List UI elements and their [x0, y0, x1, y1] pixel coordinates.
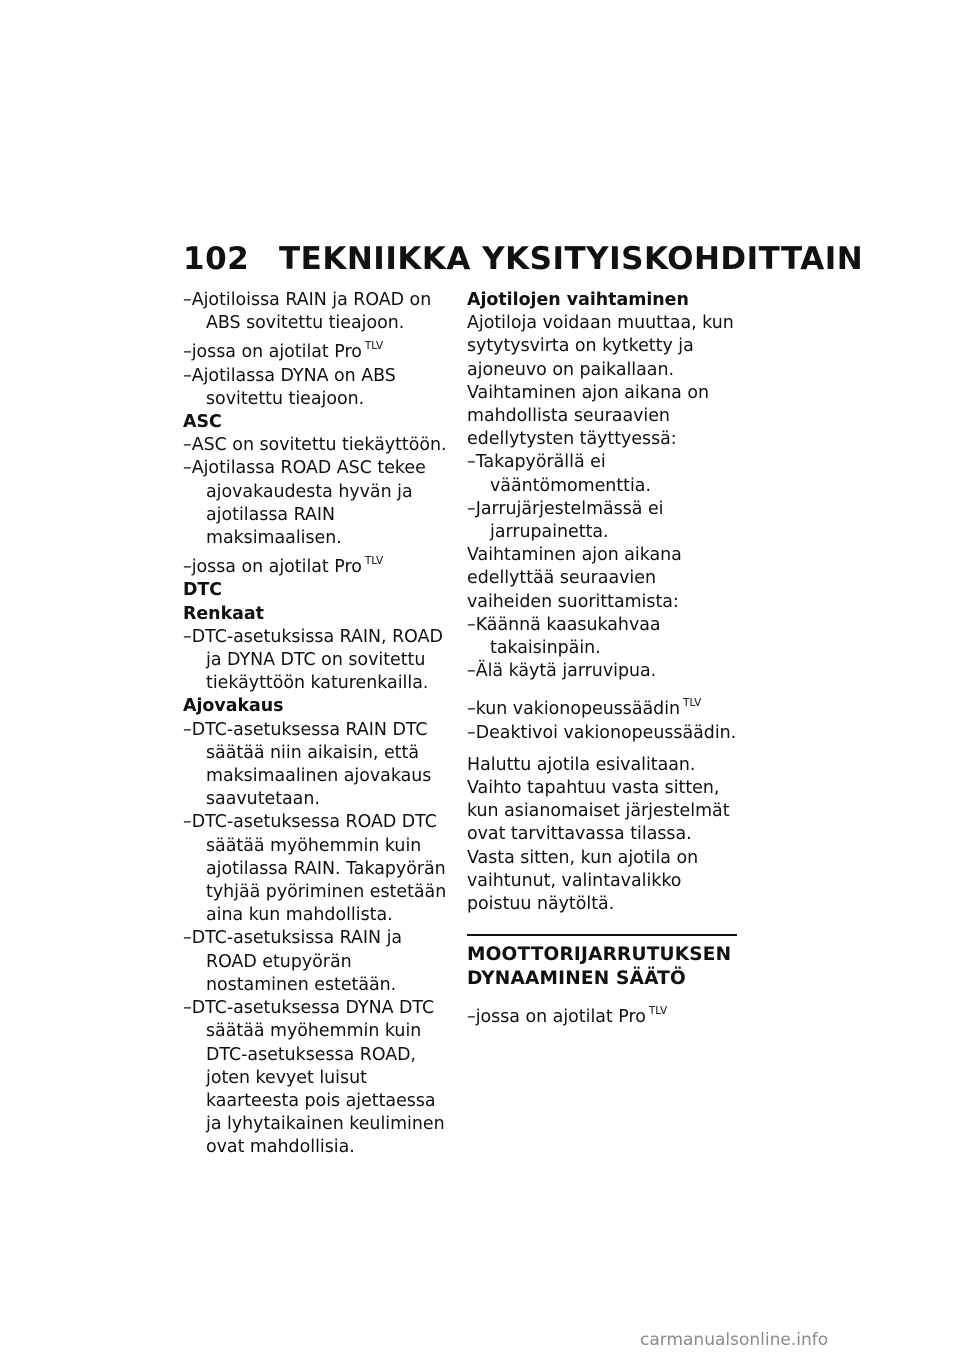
step-item: –Älä käytä jarruvipua. — [467, 661, 657, 682]
switch-heading: Ajotilojen vaihtaminen — [467, 290, 689, 310]
stability-heading: Ajovakaus — [183, 696, 284, 717]
pro-note-3-text: –jossa on ajotilat Pro — [467, 1007, 646, 1028]
stability-item: –DTC-asetuksessa RAIN DTC säätää niin aikaisin, että maksimaalinen ajovakaus saavutetaan. — [183, 719, 432, 810]
tlv-superscript: TLV — [648, 1005, 668, 1018]
tyres-item: –DTC-asetuksissa RAIN, ROAD ja DYNA DTC on sovitettu tiekäyttöön katurenkailla. — [183, 626, 443, 694]
asc-item-1: –ASC on sovitettu tiekäyttöön. — [183, 435, 447, 456]
asc-heading: ASC — [183, 412, 222, 433]
pro-note-2-text: –jossa on ajotilat Pro — [183, 557, 362, 578]
cruise-step: –Deaktivoi vakionopeussäädin. — [467, 722, 737, 743]
step-item: –Käännä kaasukahvaa takaisinpäin. — [467, 614, 661, 659]
tlv-superscript: TLV — [683, 697, 702, 710]
watermark: carmanualsonline.info — [640, 1330, 829, 1350]
switch-prep: Vaihtaminen ajon aikana edellyttää seuraavien vaiheiden suorittamista: — [467, 545, 682, 612]
chapter-title: TEKNIIKKA YKSITYISKOHDITTAIN — [279, 241, 864, 277]
tlv-superscript: TLV — [364, 555, 384, 568]
condition-item: –Takapyörällä ei vääntömomenttia. — [467, 452, 651, 496]
section-title: MOOTTORIJARRUTUKSEN DYNAAMINEN SÄÄTÖ — [467, 944, 732, 990]
stability-item: –DTC-asetuksissa RAIN ja ROAD etupyörän nostaminen estetään. — [183, 928, 403, 995]
preselect-text: Haluttu ajotila esivalitaan. — [467, 754, 696, 775]
pro-note-1 — [183, 335, 455, 364]
cruise-note-text: –kun vakionopeussäädin — [467, 699, 681, 720]
stability-item: –DTC-asetuksessa ROAD DTC säätää myöhemmin kuin ajotilassa RAIN. Takapyörän tyhjää pyöriminen estetään aina kun mahdollista. — [183, 812, 447, 926]
asc-item-2: –Ajotilassa ROAD ASC tekee ajovakaudesta hyvän ja ajotilassa RAIN maksimaalisen. — [183, 458, 426, 549]
pro-note-1-text: –jossa on ajotilat Pro — [183, 342, 362, 363]
switch-outcome: Vaihto tapahtuu vasta sitten, kun asianomaiset järjestelmät ovat tarvittavassa tilassa. Vasta sitten, kun ajotila on vaihtunut, valintavalikko poistuu näytöltä. — [467, 778, 730, 915]
dtc-heading: DTC — [183, 580, 223, 601]
cruise-note — [467, 692, 739, 721]
tlv-superscript: TLV — [364, 340, 384, 353]
condition-item: –Jarrujärjestelmässä ei jarrupainetta. — [467, 498, 664, 543]
pro-note-3 — [467, 1000, 739, 1029]
stability-item: –DTC-asetuksessa DYNA DTC säätää myöhemmin kuin DTC-asetuksessa ROAD, joten kevyet luisut kaarteesta pois ajettaessa ja lyhytaikainen keuliminen ovat mahdollisia. — [183, 998, 445, 1158]
pro-note-2 — [183, 550, 455, 579]
left-column — [183, 289, 455, 1160]
right-column — [467, 289, 739, 1029]
switch-intro: Ajotiloja voidaan muuttaa, kun sytytysvirta on kytketty ja ajoneuvo on paikallaan. Vaihtaminen ajon aikana on mahdollista seuraavien edellytysten täyttyessä: — [467, 313, 734, 450]
page-number: 102 — [183, 241, 250, 277]
section-divider — [467, 934, 737, 936]
abs-dyna-item: –Ajotilassa DYNA on ABS sovitettu tieajoon. — [183, 365, 396, 409]
abs-rain-road-item: –Ajotiloissa RAIN ja ROAD on ABS sovitettu tieajoon. — [183, 290, 432, 334]
page-header — [183, 241, 863, 277]
tyres-heading: Renkaat — [183, 603, 264, 624]
